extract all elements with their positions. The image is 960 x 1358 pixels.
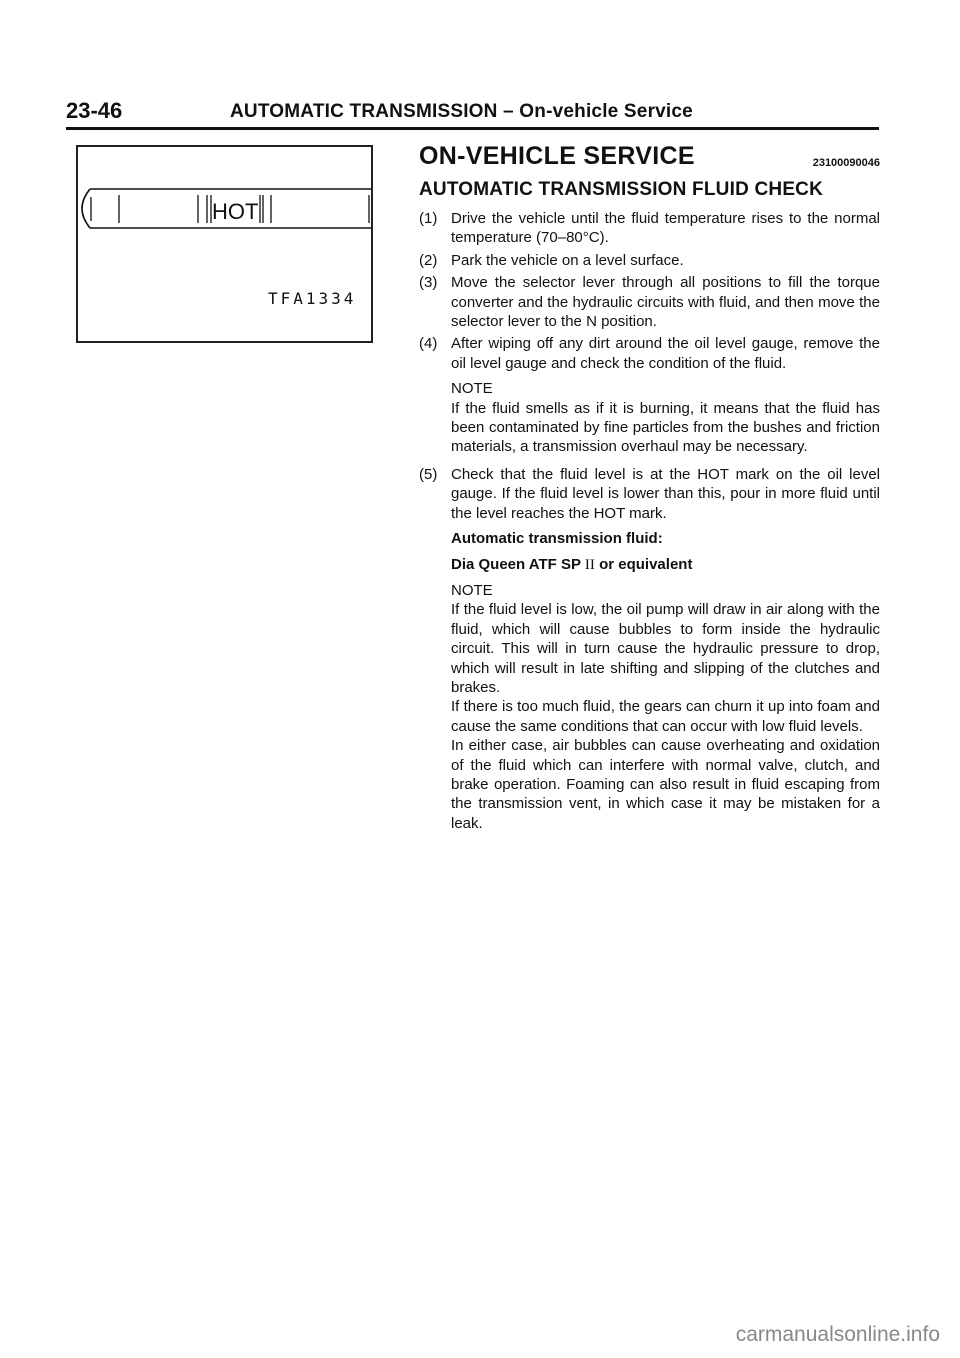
main-content (419, 142, 880, 833)
step-text: Park the vehicle on a level surface. (451, 251, 684, 269)
step-3 (419, 273, 880, 331)
step-text: Move the selector lever through all positions to fill the torque converter and the hydraulic circuits with fluid, and then move the selector lever to the N position. (451, 274, 880, 331)
fluid-spec-roman: II (584, 556, 595, 573)
section-heading (419, 142, 880, 178)
step-text: Check that the fluid level is at the HOT mark on the oil level gauge. If the fluid level is lower than this, pour in more fluid until the level reaches the HOT mark. (451, 465, 880, 522)
fluid-spec (419, 555, 880, 575)
note-label: NOTE (451, 380, 493, 398)
oil-level-gauge-figure (76, 145, 373, 343)
section-title: ON-VEHICLE SERVICE (419, 142, 695, 170)
step-5 (419, 465, 880, 523)
oil-gauge-dipstick-icon (78, 147, 371, 341)
subsection-title: AUTOMATIC TRANSMISSION FLUID CHECK (419, 179, 824, 200)
step-4 (419, 334, 880, 373)
fluid-spec-name: Dia Queen ATF SP (451, 555, 585, 573)
note-label: NOTE (451, 581, 493, 599)
step-number: (5) (419, 465, 438, 483)
site-watermark: carmanualsonline.info (735, 1323, 940, 1346)
gauge-hot-mark: HOT (212, 199, 259, 224)
step-1 (419, 209, 880, 248)
step-number: (3) (419, 274, 438, 292)
note-paragraph: In either case, air bubbles can cause overheating and oxidation of the fluid which can interfere with normal valve, clutch, and brake operation. Foaming can also result in fluid escaping from the transmission vent, in which case it may be mistaken for a leak. (451, 737, 880, 832)
fluid-spec-suffix: or equivalent (594, 555, 693, 573)
step-number: (4) (419, 335, 438, 353)
figure-code: TFA1334 (268, 289, 357, 308)
step-2 (419, 251, 880, 270)
step-text: After wiping off any dirt around the oil level gauge, remove the oil level gauge and check the condition of the fluid. (451, 335, 880, 372)
note-text: If the fluid smells as if it is burning, it means that the fluid has been contaminated by fine particles from the bushes and friction materials, a transmission overhaul may be necessary. (451, 399, 880, 456)
header-title: AUTOMATIC TRANSMISSION – On-vehicle Service (230, 101, 693, 122)
fluid-label: Automatic transmission fluid: (451, 530, 663, 548)
page-header (66, 98, 879, 128)
step-number: (2) (419, 251, 438, 269)
section-code: 23100090046 (812, 157, 880, 169)
step-number: (1) (419, 210, 438, 227)
note-paragraph: If there is too much fluid, the gears can churn it up into foam and cause the same conditions that can occur with low fluid levels. (451, 698, 880, 735)
step-text: Drive the vehicle until the fluid temperature rises to the normal temperature (70–80°C). (451, 210, 880, 247)
page-number: 23-46 (66, 98, 123, 123)
header-rule (66, 127, 879, 130)
note-paragraph: If the fluid level is low, the oil pump will draw in air along with the fluid, which will cause bubbles to form inside the hydraulic circuit. This will in turn cause the hydraulic pressure to drop, which will result in late shifting and slipping of the clutches and brakes. (451, 601, 880, 696)
